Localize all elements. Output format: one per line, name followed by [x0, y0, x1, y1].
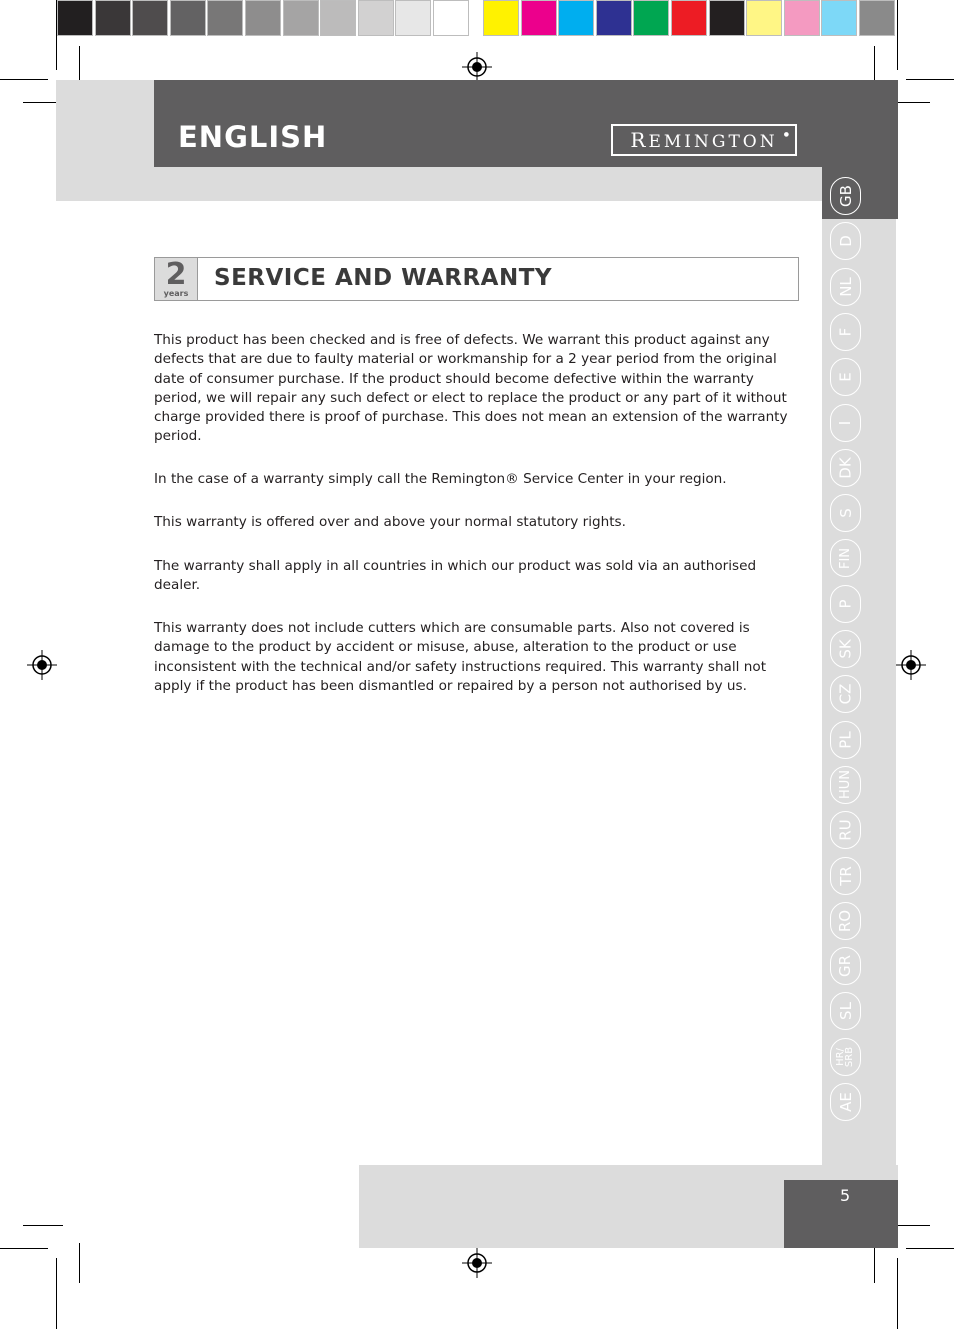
crop-mark	[23, 1225, 63, 1226]
language-tab-tr[interactable]	[830, 857, 861, 895]
language-tab-label: D	[836, 235, 855, 248]
language-tab-label: SK	[836, 639, 855, 659]
color-swatch	[859, 0, 895, 36]
language-tab-label: PL	[836, 730, 855, 749]
paragraph-countries: The warranty shall apply in all countries in which our product was sold via an authorised dealer.	[154, 558, 757, 594]
language-tab-ae[interactable]	[830, 1083, 861, 1121]
color-calibration-bar	[483, 0, 897, 38]
language-tab-label: NL	[836, 276, 855, 297]
color-swatch	[433, 0, 469, 36]
color-swatch	[821, 0, 857, 36]
color-swatch	[483, 0, 519, 36]
language-tab-label: I	[836, 420, 855, 425]
color-swatch	[395, 0, 431, 36]
language-tab-sk[interactable]	[830, 630, 861, 668]
language-tab-f[interactable]	[830, 313, 861, 351]
crop-mark	[897, 1258, 898, 1329]
color-swatch	[132, 0, 168, 36]
language-tab-ro[interactable]	[830, 902, 861, 940]
warranty-years-label: years	[163, 289, 189, 298]
paragraph-warranty-terms: This product has been checked and is free of defects. We warrant this product against any defects that are due to faulty material or workmanship for a 2 year period from the original date of consumer purchase. If the product should become defective within the warranty period, we will repair any such defect or elect to replace the product or any part of it without charge provided there is proof of purchase. This does not mean an extension of the warranty period.	[154, 332, 788, 445]
registration-target-icon	[462, 1248, 492, 1278]
language-tab-i[interactable]	[830, 404, 861, 442]
language-tab-label: CZ	[836, 683, 855, 705]
warranty-badge	[155, 258, 198, 300]
language-tab-d[interactable]	[830, 222, 861, 260]
language-tab-label: RO	[836, 909, 855, 932]
language-tab-hun[interactable]	[830, 766, 861, 804]
page-number: 5	[840, 1186, 851, 1205]
language-tab-dk[interactable]	[830, 449, 861, 487]
crop-mark	[79, 1243, 80, 1283]
color-swatch	[95, 0, 131, 36]
color-swatch	[784, 0, 820, 36]
registration-target-icon	[27, 650, 57, 680]
registered-mark: ●	[783, 131, 789, 138]
language-tab-nl[interactable]	[830, 268, 861, 306]
color-swatch	[596, 0, 632, 36]
color-swatch	[207, 0, 243, 36]
crop-mark	[56, 0, 57, 70]
crop-mark	[906, 79, 954, 80]
language-tab-pl[interactable]	[830, 721, 861, 759]
paragraph-exclusions: This warranty does not include cutters which are consumable parts. Also not covered is damage to the product by accident or misuse, abuse, alteration to the product or use inconsistent with the technical and/or safety instructions required. This warranty shall not apply if the product has been dismantled or repaired by a person not authorised by us.	[154, 620, 767, 694]
language-tab-p[interactable]	[830, 585, 861, 623]
warranty-years-number: 2	[165, 257, 187, 292]
grayscale-calibration-bar	[57, 0, 471, 38]
color-swatch	[245, 0, 281, 36]
remington-logo	[611, 124, 797, 156]
color-swatch	[633, 0, 669, 36]
language-tab-label: S	[836, 508, 855, 518]
crop-mark	[0, 79, 48, 80]
color-swatch	[358, 0, 394, 36]
language-tab-gb[interactable]	[830, 177, 861, 215]
paragraph-service-center: In the case of a warranty simply call the Remington® Service Center in your region.	[154, 471, 727, 487]
language-tab-e[interactable]	[830, 358, 861, 396]
color-swatch	[283, 0, 319, 36]
registration-target-icon	[462, 52, 492, 82]
crop-mark	[874, 1243, 875, 1283]
language-tab-cz[interactable]	[830, 675, 861, 713]
language-tab-label: FIN	[837, 547, 853, 569]
crop-mark	[56, 1258, 57, 1329]
crop-mark	[897, 0, 898, 70]
crop-mark	[0, 1248, 48, 1249]
language-tab-gr[interactable]	[830, 947, 861, 985]
language-tab-label: GR	[836, 955, 855, 978]
color-swatch	[521, 0, 557, 36]
language-tab-label: AE	[836, 1092, 855, 1112]
language-tab-label: GB	[836, 185, 855, 207]
language-tab-label: DK	[836, 457, 855, 479]
language-heading: ENGLISH	[178, 120, 328, 154]
logo-wordmark: REMINGTON	[630, 128, 778, 152]
language-tab-hr-srb[interactable]	[830, 1038, 861, 1076]
language-tab-fin[interactable]	[830, 539, 861, 577]
paragraph-statutory-rights: This warranty is offered over and above your normal statutory rights.	[154, 514, 626, 530]
color-swatch	[671, 0, 707, 36]
language-tab-s[interactable]	[830, 494, 861, 532]
language-tab-label: SL	[836, 1002, 855, 1021]
language-tab-label: P	[836, 599, 855, 609]
crop-mark	[906, 1248, 954, 1249]
language-tab-label: RU	[836, 819, 855, 841]
language-tab-label: HR/ SRB	[835, 1046, 856, 1067]
language-tab-ru[interactable]	[830, 811, 861, 849]
language-tab-label: TR	[836, 865, 855, 886]
color-swatch	[170, 0, 206, 36]
language-tab-label: HUN	[838, 770, 854, 800]
registration-target-icon	[896, 650, 926, 680]
color-swatch	[746, 0, 782, 36]
color-swatch	[320, 0, 356, 36]
section-title: SERVICE AND WARRANTY	[214, 265, 553, 291]
color-swatch	[57, 0, 93, 36]
language-tab-label: F	[836, 327, 855, 337]
language-tab-label: E	[836, 372, 855, 382]
language-tab-sl[interactable]	[830, 992, 861, 1030]
color-swatch	[709, 0, 745, 36]
color-swatch	[558, 0, 594, 36]
